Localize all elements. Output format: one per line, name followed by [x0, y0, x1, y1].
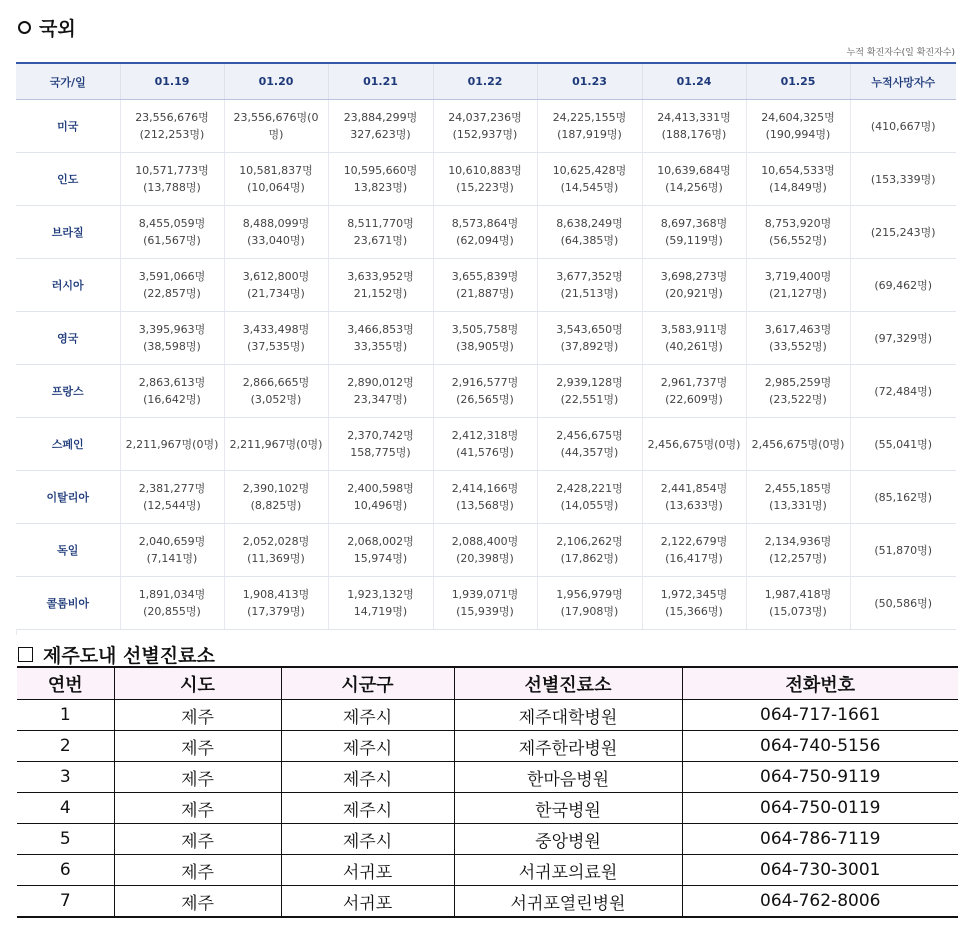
- daily-cases-cell: 8,488,099명 (33,040명): [224, 206, 328, 259]
- table-row: [16, 259, 956, 312]
- column-header: 01.24: [642, 63, 746, 100]
- daily-cases-cell: 2,412,318명 (41,576명): [433, 418, 537, 471]
- daily-cases-cell: 2,866,665명 (3,052명): [224, 365, 328, 418]
- daily-cases-cell: 3,617,463명 (33,552명): [746, 312, 850, 365]
- section-title-overseas: [18, 14, 76, 41]
- cumulative-deaths-cell: (153,339명): [850, 153, 956, 206]
- country-name: 프랑스: [16, 365, 120, 418]
- daily-cases-cell: 1,923,132명 14,719명): [328, 577, 433, 630]
- daily-cases-cell: 2,211,967명(0명): [224, 418, 328, 471]
- daily-cases-cell: 2,961,737명 (22,609명): [642, 365, 746, 418]
- country-name: 스페인: [16, 418, 120, 471]
- city: 제주시: [281, 731, 454, 762]
- daily-cases-cell: 2,456,675명 (44,357명): [537, 418, 642, 471]
- section-title-text: 국외: [39, 18, 76, 40]
- daily-cases-cell: 2,068,002명 15,974명): [328, 524, 433, 577]
- clinic-name: 중앙병원: [454, 824, 682, 855]
- daily-cases-cell: 8,511,770명 23,671명): [328, 206, 433, 259]
- column-header: 01.20: [224, 63, 328, 100]
- row-number: 3: [17, 762, 114, 793]
- daily-cases-cell: 2,400,598명 10,496명): [328, 471, 433, 524]
- country-name: 콜롬비아: [16, 577, 120, 630]
- daily-cases-cell: 24,225,155명 (187,919명): [537, 100, 642, 153]
- cumulative-deaths-cell: (50,586명): [850, 577, 956, 630]
- table-row: [16, 312, 956, 365]
- province: 제주: [114, 762, 281, 793]
- phone-number: 064-750-0119: [682, 793, 958, 824]
- city: 서귀포: [281, 855, 454, 886]
- column-header: 01.22: [433, 63, 537, 100]
- table-row: [16, 365, 956, 418]
- phone-number: 064-740-5156: [682, 731, 958, 762]
- table-row: [16, 153, 956, 206]
- cumulative-deaths-cell: (85,162명): [850, 471, 956, 524]
- country-name: 영국: [16, 312, 120, 365]
- province: 제주: [114, 731, 281, 762]
- city: 제주시: [281, 793, 454, 824]
- column-header: 선별진료소: [454, 667, 682, 700]
- province: 제주: [114, 793, 281, 824]
- city: 제주시: [281, 762, 454, 793]
- clinic-name: 한국병원: [454, 793, 682, 824]
- cumulative-deaths-cell: (215,243명): [850, 206, 956, 259]
- daily-cases-cell: 2,134,936명 (12,257명): [746, 524, 850, 577]
- daily-cases-cell: 3,677,352명 (21,513명): [537, 259, 642, 312]
- daily-cases-cell: 2,890,012명 23,347명): [328, 365, 433, 418]
- daily-cases-cell: 2,863,613명 (16,642명): [120, 365, 224, 418]
- column-header: 시군구: [281, 667, 454, 700]
- daily-cases-cell: 3,633,952명 21,152명): [328, 259, 433, 312]
- phone-number: 064-762-8006: [682, 886, 958, 918]
- country-name: 인도: [16, 153, 120, 206]
- column-header: 01.21: [328, 63, 433, 100]
- table-continuation: [16, 629, 957, 635]
- daily-cases-cell: 1,939,071명 (15,939명): [433, 577, 537, 630]
- table-row: [17, 793, 958, 824]
- daily-cases-cell: 8,638,249명 (64,385명): [537, 206, 642, 259]
- daily-cases-cell: 2,456,675명(0명): [642, 418, 746, 471]
- province: 제주: [114, 886, 281, 918]
- circle-bullet-icon: [18, 21, 31, 34]
- table-row: [16, 100, 956, 153]
- daily-cases-cell: 2,414,166명 (13,568명): [433, 471, 537, 524]
- table-row: [17, 731, 958, 762]
- daily-cases-cell: 1,891,034명 (20,855명): [120, 577, 224, 630]
- daily-cases-cell: 2,939,128명 (22,551명): [537, 365, 642, 418]
- cumulative-deaths-cell: (410,667명): [850, 100, 956, 153]
- section-title-clinics: [18, 641, 215, 668]
- daily-cases-cell: 10,595,660명 13,823명): [328, 153, 433, 206]
- row-number: 5: [17, 824, 114, 855]
- clinic-name: 서귀포열린병원: [454, 886, 682, 918]
- daily-cases-cell: 2,390,102명 (8,825명): [224, 471, 328, 524]
- daily-cases-cell: 2,122,679명 (16,417명): [642, 524, 746, 577]
- table-row: [16, 577, 956, 630]
- table-row: [16, 206, 956, 259]
- column-header: 연번: [17, 667, 114, 700]
- city: 서귀포: [281, 886, 454, 918]
- country-name: 독일: [16, 524, 120, 577]
- daily-cases-cell: 2,441,854명 (13,633명): [642, 471, 746, 524]
- cumulative-deaths-cell: (97,329명): [850, 312, 956, 365]
- column-header: 01.19: [120, 63, 224, 100]
- row-number: 1: [17, 700, 114, 731]
- daily-cases-cell: 8,753,920명 (56,552명): [746, 206, 850, 259]
- table-row: [17, 855, 958, 886]
- country-name: 러시아: [16, 259, 120, 312]
- city: 제주시: [281, 824, 454, 855]
- table-row: [17, 886, 958, 918]
- country-name: 미국: [16, 100, 120, 153]
- table-row: [16, 524, 956, 577]
- daily-cases-cell: 23,884,299명 327,623명): [328, 100, 433, 153]
- province: 제주: [114, 824, 281, 855]
- daily-cases-cell: 10,610,883명 (15,223명): [433, 153, 537, 206]
- clinic-name: 한마음병원: [454, 762, 682, 793]
- daily-cases-cell: 3,543,650명 (37,892명): [537, 312, 642, 365]
- country-name: 이탈리아: [16, 471, 120, 524]
- cumulative-deaths-cell: (72,484명): [850, 365, 956, 418]
- daily-cases-cell: 23,556,676명 (212,253명): [120, 100, 224, 153]
- province: 제주: [114, 700, 281, 731]
- table-unit-note: 누적 확진자수(일 확진자수): [846, 48, 955, 58]
- table-row: [17, 824, 958, 855]
- daily-cases-cell: 2,428,221명 (14,055명): [537, 471, 642, 524]
- daily-cases-cell: 2,106,262명 (17,862명): [537, 524, 642, 577]
- column-header: 시도: [114, 667, 281, 700]
- daily-cases-cell: 2,052,028명 (11,369명): [224, 524, 328, 577]
- daily-cases-cell: 3,591,066명 (22,857명): [120, 259, 224, 312]
- daily-cases-cell: 1,956,979명 (17,908명): [537, 577, 642, 630]
- row-number: 7: [17, 886, 114, 918]
- section-title-text: 제주도내 선별진료소: [43, 645, 215, 667]
- square-bullet-icon: [18, 647, 33, 662]
- daily-cases-cell: 2,455,185명 (13,331명): [746, 471, 850, 524]
- daily-cases-cell: 8,573,864명 (62,094명): [433, 206, 537, 259]
- row-number: 2: [17, 731, 114, 762]
- daily-cases-cell: 3,395,963명 (38,598명): [120, 312, 224, 365]
- table-row: [16, 418, 956, 471]
- city: 제주시: [281, 700, 454, 731]
- daily-cases-cell: 24,604,325명 (190,994명): [746, 100, 850, 153]
- daily-cases-cell: 3,433,498명 (37,535명): [224, 312, 328, 365]
- table-body: [16, 100, 956, 630]
- phone-number: 064-750-9119: [682, 762, 958, 793]
- daily-cases-cell: 2,456,675명(0명): [746, 418, 850, 471]
- daily-cases-cell: 24,413,331명 (188,176명): [642, 100, 746, 153]
- phone-number: 064-717-1661: [682, 700, 958, 731]
- daily-cases-cell: 2,211,967명(0명): [120, 418, 224, 471]
- row-number: 4: [17, 793, 114, 824]
- cumulative-deaths-cell: (51,870명): [850, 524, 956, 577]
- daily-cases-cell: 10,639,684명 (14,256명): [642, 153, 746, 206]
- column-header: 국가/일: [16, 63, 120, 100]
- table-row: [16, 471, 956, 524]
- daily-cases-cell: 2,370,742명 158,775명): [328, 418, 433, 471]
- row-number: 6: [17, 855, 114, 886]
- daily-cases-cell: 10,625,428명 (14,545명): [537, 153, 642, 206]
- province: 제주: [114, 855, 281, 886]
- daily-cases-cell: 8,697,368명 (59,119명): [642, 206, 746, 259]
- daily-cases-cell: 2,916,577명 (26,565명): [433, 365, 537, 418]
- daily-cases-cell: 3,583,911명 (40,261명): [642, 312, 746, 365]
- daily-cases-cell: 3,655,839명 (21,887명): [433, 259, 537, 312]
- cumulative-deaths-cell: (55,041명): [850, 418, 956, 471]
- cumulative-deaths-cell: (69,462명): [850, 259, 956, 312]
- daily-cases-cell: 23,556,676명(0명): [224, 100, 328, 153]
- table-header-row: [17, 667, 958, 700]
- daily-cases-cell: 3,612,800명 (21,734명): [224, 259, 328, 312]
- daily-cases-cell: 1,972,345명 (15,366명): [642, 577, 746, 630]
- clinic-name: 제주대학병원: [454, 700, 682, 731]
- daily-cases-cell: 10,654,533명 (14,849명): [746, 153, 850, 206]
- screening-clinic-table: [17, 666, 958, 918]
- table-row: [17, 700, 958, 731]
- phone-number: 064-786-7119: [682, 824, 958, 855]
- overseas-cases-table: [16, 62, 956, 630]
- table-header-row: [16, 63, 956, 100]
- clinic-name: 서귀포의료원: [454, 855, 682, 886]
- table-body: [17, 700, 958, 918]
- daily-cases-cell: 2,088,400명 (20,398명): [433, 524, 537, 577]
- column-header: 01.23: [537, 63, 642, 100]
- country-name: 브라질: [16, 206, 120, 259]
- phone-number: 064-730-3001: [682, 855, 958, 886]
- daily-cases-cell: 2,040,659명 (7,141명): [120, 524, 224, 577]
- daily-cases-cell: 1,987,418명 (15,073명): [746, 577, 850, 630]
- daily-cases-cell: 3,505,758명 (38,905명): [433, 312, 537, 365]
- column-header: 전화번호: [682, 667, 958, 700]
- daily-cases-cell: 3,698,273명 (20,921명): [642, 259, 746, 312]
- column-header: 누적사망자수: [850, 63, 956, 100]
- column-header: 01.25: [746, 63, 850, 100]
- daily-cases-cell: 3,466,853명 33,355명): [328, 312, 433, 365]
- daily-cases-cell: 1,908,413명 (17,379명): [224, 577, 328, 630]
- clinic-name: 제주한라병원: [454, 731, 682, 762]
- daily-cases-cell: 10,581,837명 (10,064명): [224, 153, 328, 206]
- daily-cases-cell: 24,037,236명 (152,937명): [433, 100, 537, 153]
- daily-cases-cell: 8,455,059명 (61,567명): [120, 206, 224, 259]
- daily-cases-cell: 2,381,277명 (12,544명): [120, 471, 224, 524]
- daily-cases-cell: 2,985,259명 (23,522명): [746, 365, 850, 418]
- daily-cases-cell: 10,571,773명 (13,788명): [120, 153, 224, 206]
- daily-cases-cell: 3,719,400명 (21,127명): [746, 259, 850, 312]
- table-row: [17, 762, 958, 793]
